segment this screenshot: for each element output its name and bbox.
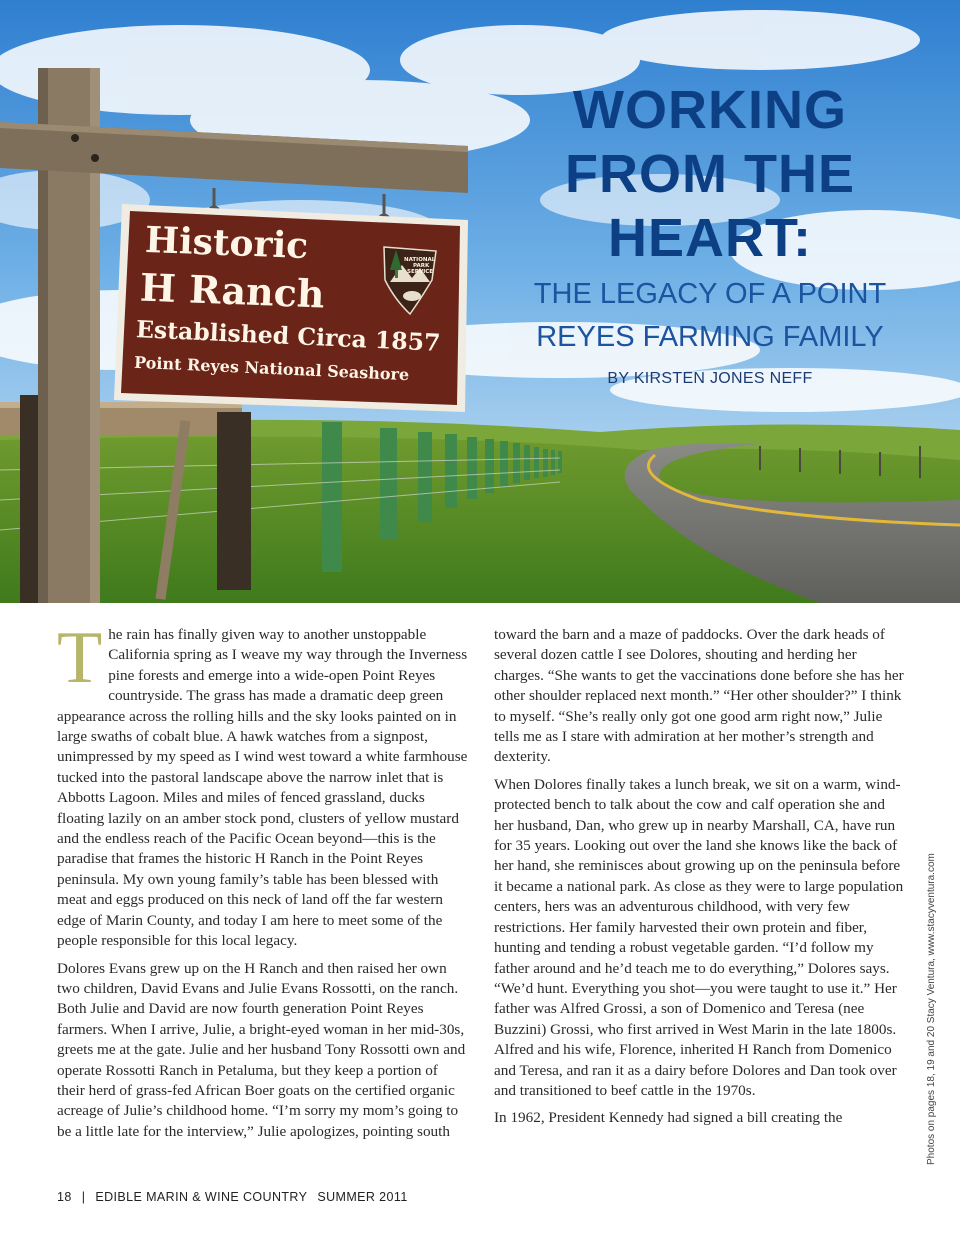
issue-name: SUMMER 2011 bbox=[317, 1190, 408, 1204]
publication-name: EDIBLE MARIN & WINE COUNTRY bbox=[95, 1190, 308, 1204]
title-line-2: FROM THE bbox=[565, 144, 855, 204]
hero-photo bbox=[0, 0, 960, 603]
article-column-left bbox=[57, 617, 469, 1149]
page-number: 18 bbox=[57, 1190, 72, 1204]
paragraph-1-text: he rain has finally given way to another unstoppable California spring as I weave my way through the Inverness pine forests and emerge into a wide-open Point Reyes countryside. The grass has made a dramatic deep green appearance across the rolling hills and the sky looks painted on in large swaths of cobalt blue. A hawk watches from a signpost, unimpressed by my speed as I wind west toward a white farmhouse tucked into the pastoral landscape above the narrow inlet that is Abbotts Lagoon. Miles and miles of fenced grassland, ducks floating lazily on an amber stock pond, clusters of yellow mustard and the endless reach of the Pacific Ocean beyond—this is the paradise that frames the historic H Ranch in the Point Reyes peninsula. My own young family’s table has been blessed with meat and eggs produced on this neck of land off the far western edge of Marin County, and today I am here to meet some of the people responsible for this local legacy. bbox=[57, 626, 468, 950]
title-line-1: WORKING bbox=[573, 80, 847, 140]
sign-line-h-ranch: H Ranch bbox=[139, 264, 326, 317]
paragraph-3: toward the barn and a maze of paddocks. Over the dark heads of several dozen cattle I see Dolores, shouting and herding her charges. “She wants to get the vaccinations done before she has her other shoulder replaced next month.” “Her other shoulder?” I think to myself. “She’s really only got one good arm right now,” Julie tells me as I stare with admiration at her mother’s strength and dexterity. bbox=[494, 626, 904, 766]
sign-line-seashore: Point Reyes National Seashore bbox=[133, 352, 410, 385]
byline: BY KIRSTEN JONES NEFF bbox=[607, 370, 813, 387]
subtitle-line-1: THE LEGACY OF A POINT bbox=[533, 278, 887, 310]
page-footer bbox=[57, 1190, 418, 1204]
sign-line-historic: Historic bbox=[144, 218, 309, 268]
footer-separator: | bbox=[81, 1190, 86, 1204]
nps-emblem-text-2: PARK bbox=[413, 263, 430, 269]
paragraph-2: Dolores Evans grew up on the H Ranch and then raised her own two children, David Evans and Julie Evans Rossotti, on the ranch. Both Julie and David are now fourth generation Point Reyes farmers. When I arrive, Julie, a bright-eyed woman in her mid-30s, greets me at the gate. Julie and her husband Tony Rossotti own and operate Rossotti Ranch in Petaluma, but they keep a portion of their herd of grass-fed African Boer goats on the certified organic acreage of Julie’s childhood home. “I’m sorry my mom’s going to be a little late for the interview,” Julie apologizes, pointing south bbox=[57, 959, 466, 1140]
nps-emblem-text-3: SERVICE bbox=[407, 269, 434, 275]
subtitle-line-2: REYES FARMING FAMILY bbox=[536, 321, 884, 353]
article-column-right bbox=[494, 625, 906, 1136]
sign-line-established: Established Circa 1857 bbox=[135, 315, 442, 357]
drop-cap: T bbox=[57, 617, 103, 699]
paragraph-5: In 1962, President Kennedy had signed a bill creating the bbox=[494, 1109, 843, 1127]
nps-emblem-text-1: NATIONAL bbox=[404, 257, 436, 263]
paragraph-4: When Dolores finally takes a lunch break, we sit on a warm, wind-protected bench to talk about the cow and calf operation she and her husband, Dan, who grew up in nearby Marshall, CA, have run for 35 years. Looking out over the land she knows like the back of her hand, she reminisces about growing up on the peninsula before it became a national park. As close as they were to large population centers, hers was an adventurous childhood, with very few restrictions. Her family harvested their own protein and fiber, hunting and tending a robust vegetable garden. “I’d follow my father around and he’d teach me to do everything,” Dolores says. “We’d hunt. Everything you shot—you were taught to use it.” Her father was Alfred Grossi, a son of Domenico and Teresa (nee Buzzini) Grossi, who first arrived in West Marin in the late 1800s. Alfred and his wife, Florence, inherited H Ranch from Domenico and Teresa, and ran it as a dairy before Dolores and Dan took over and transitioned to beef cattle in the 1970s. bbox=[494, 775, 904, 1099]
photo-credit: Photos on pages 18, 19 and 20 Stacy Ventura, www.stacyventura.com bbox=[926, 853, 937, 1165]
title-line-3: HEART: bbox=[608, 208, 812, 268]
paragraph-1 bbox=[57, 617, 469, 952]
article-title-block bbox=[520, 78, 900, 388]
